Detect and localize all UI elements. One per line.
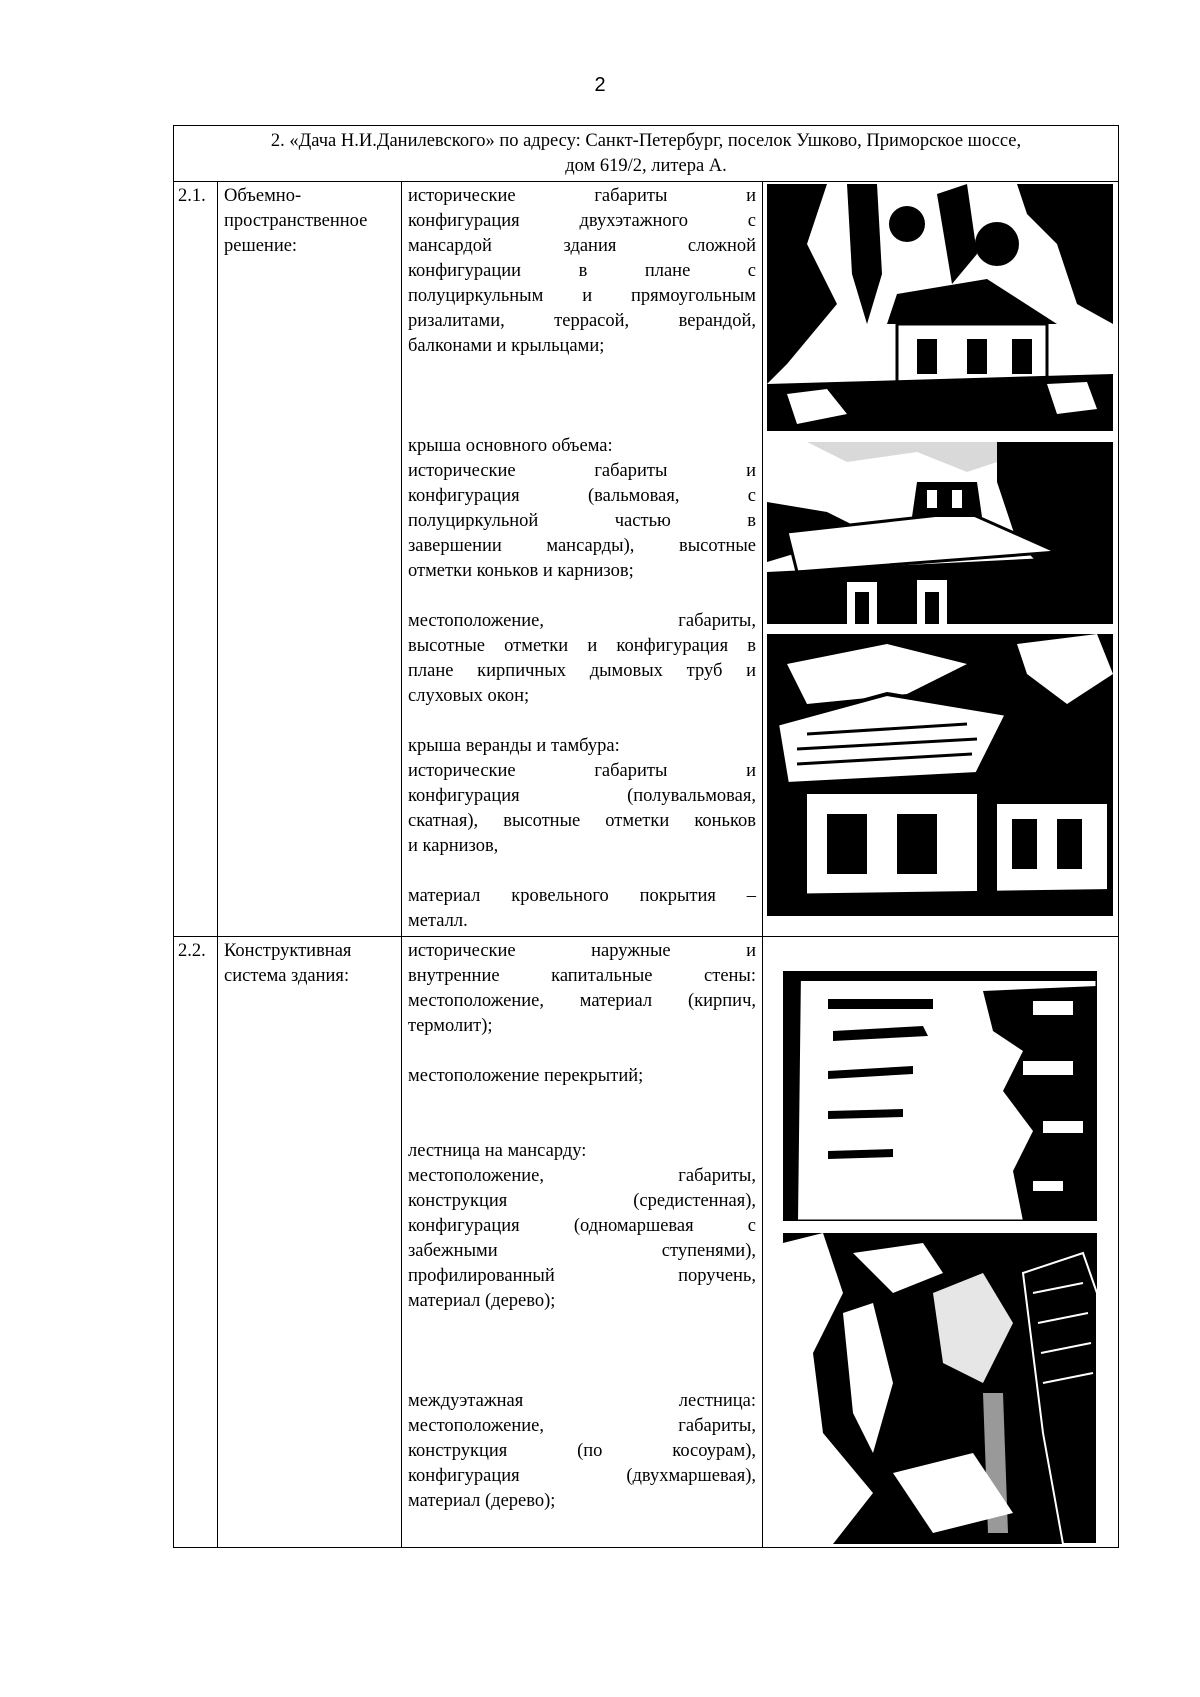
text-line: конфигурация (одномаршевая с: [408, 1216, 756, 1236]
text-line: конструкция (средистенная),: [408, 1191, 756, 1211]
text-line: отметки коньков и карнизов;: [408, 561, 634, 581]
row-label-line: пространственное: [224, 211, 368, 231]
text-line: конфигурация (двухмаршевая),: [408, 1466, 756, 1486]
photo-cell: [763, 182, 1119, 937]
text-line: междуэтажная лестница:: [408, 1391, 756, 1411]
text-line: местоположение перекрытий;: [408, 1066, 644, 1086]
text-line: исторические наружные и: [408, 941, 756, 961]
text-line: конфигурация (вальмовая, с: [408, 486, 756, 506]
text-line: исторические габариты и: [408, 186, 756, 206]
text-line: конфигурация двухэтажного с: [408, 211, 756, 231]
text-line: плане кирпичных дымовых труб и: [408, 661, 756, 681]
section-title: [174, 126, 1119, 182]
text-line: материал (дерево);: [408, 1291, 556, 1311]
text-line: полуциркульной частью в: [408, 511, 756, 531]
text-line: мансардой здания сложной: [408, 236, 756, 256]
text-line: местоположение, габариты,: [408, 1166, 756, 1186]
section-header-row: [174, 126, 1119, 182]
text-line: и карнизов,: [408, 836, 499, 856]
text-line: местоположение, материал (кирпич,: [408, 991, 756, 1011]
section-title-line1: 2. «Дача Н.И.Данилевского» по адресу: Санкт-Петербург, поселок Ушково, Приморское шоссе,: [270, 131, 1022, 151]
text-line: ризалитами, террасой, верандой,: [408, 311, 756, 331]
text-line: конфигурация (полувальмовая,: [408, 786, 756, 806]
text-line: исторические габариты и: [408, 761, 756, 781]
stair-railing-photo: [783, 1233, 1097, 1544]
text-line: слуховых окон;: [408, 686, 530, 706]
text-line: материал (дерево);: [408, 1491, 556, 1511]
row-description: [402, 182, 763, 937]
table-row: [174, 182, 1119, 937]
text-line: завершении мансарды), высотные: [408, 536, 756, 556]
page-number: 2: [594, 74, 606, 96]
photo-cell: [763, 937, 1119, 1548]
row-label-line: решение:: [224, 236, 298, 256]
row-number: 2.1.: [174, 182, 218, 937]
text-line: балконами и крыльцами;: [408, 336, 605, 356]
text-line: местоположение, габариты,: [408, 1416, 756, 1436]
text-line: местоположение, габариты,: [408, 611, 756, 631]
roof-photo: [767, 442, 1113, 624]
text-line: высотные отметки и конфигурация в: [408, 636, 756, 656]
row-label-line: Конструктивная: [224, 941, 352, 961]
text-line: металл.: [408, 911, 468, 931]
text-line: конструкция (по косоурам),: [408, 1441, 756, 1461]
protection-subject-table: [173, 125, 1119, 1548]
text-line: скатная), высотные отметки коньков: [408, 811, 756, 831]
row-label-line: система здания:: [224, 966, 350, 986]
text-line: крыша веранды и тамбура:: [408, 736, 620, 756]
row-label: [218, 182, 402, 937]
section-title-line2: дом 619/2, литера А.: [565, 156, 727, 176]
text-line: полуциркульным и прямоугольным: [408, 286, 756, 306]
text-line: материал кровельного покрытия –: [408, 886, 756, 906]
text-line: профилированный поручень,: [408, 1266, 756, 1286]
text-line: крыша основного объема:: [408, 436, 613, 456]
text-line: лестница на мансарду:: [408, 1141, 587, 1161]
row-number: 2.2.: [174, 937, 218, 1548]
house-exterior-photo: [767, 184, 1113, 431]
staircase-photo: [783, 971, 1097, 1221]
text-line: исторические габариты и: [408, 461, 756, 481]
row-label: [218, 937, 402, 1548]
text-line: внутренние капитальные стены:: [408, 966, 756, 986]
row-label-line: Объемно-: [224, 186, 302, 206]
veranda-photo: [767, 634, 1113, 916]
text-line: конфигурации в плане с: [408, 261, 756, 281]
text-line: термолит);: [408, 1016, 493, 1036]
table-row: [174, 937, 1119, 1548]
text-line: забежными ступенями),: [408, 1241, 756, 1261]
row-description: [402, 937, 763, 1548]
